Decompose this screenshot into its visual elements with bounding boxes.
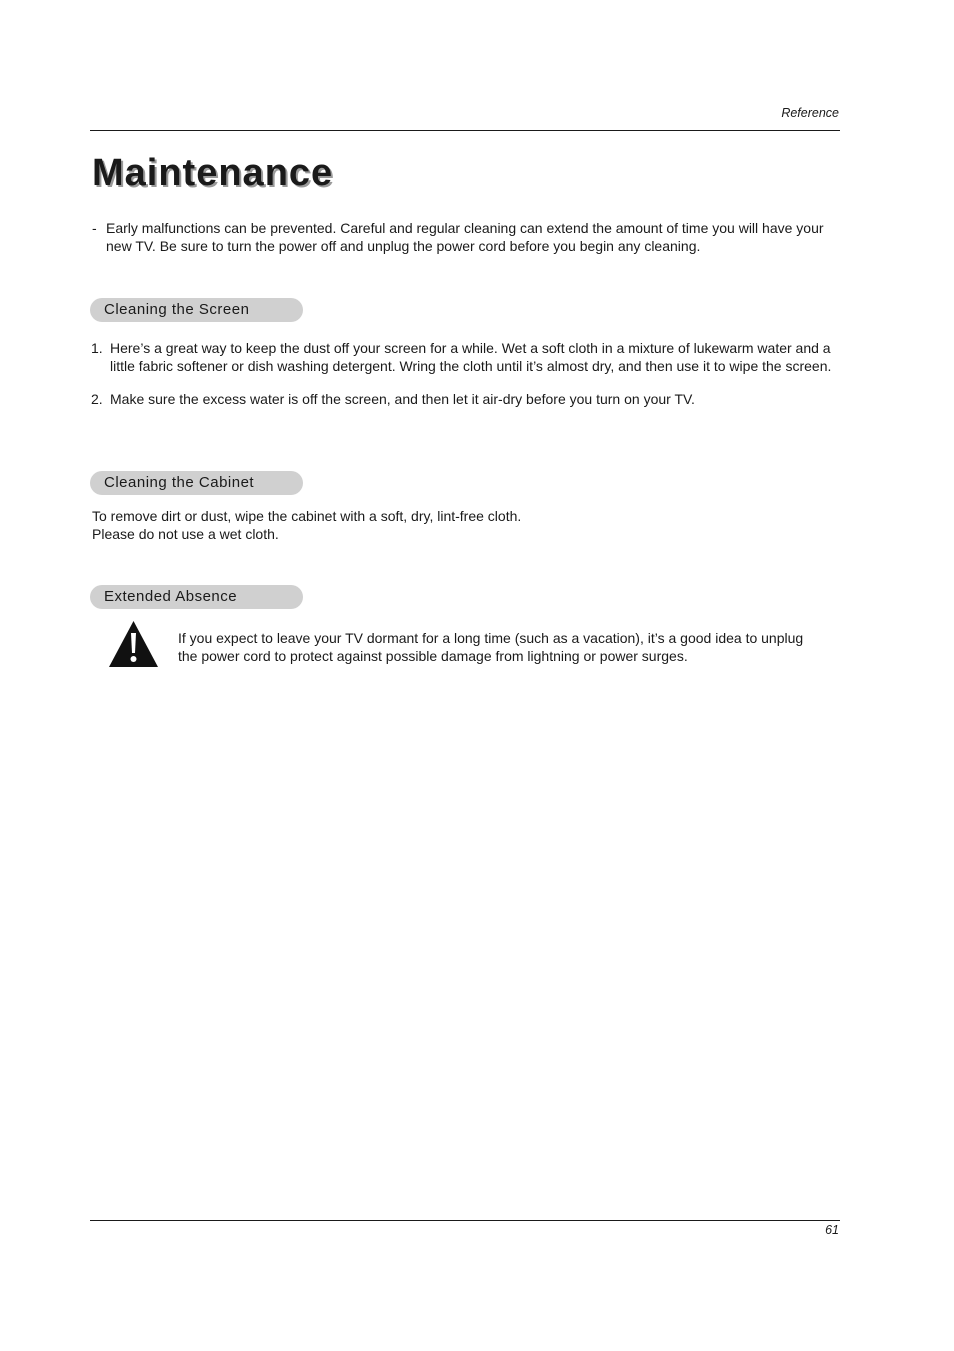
section-label: Reference [781, 106, 839, 120]
intro-bullet: - [92, 220, 97, 236]
intro-text: Early malfunctions can be prevented. Careful and regular cleaning can extend the amount of time you will have your new TV. Be sure to turn the power off and unplug the power cord before you begin any cleaning. [106, 220, 824, 254]
warning-triangle-icon [108, 620, 159, 668]
step-text: Make sure the excess water is off the screen, and then let it air-dry before you turn on your TV. [110, 391, 695, 407]
section-heading-cleaning-screen: Cleaning the Screen [90, 298, 303, 322]
screen-cleaning-steps [91, 340, 836, 425]
page-number: 61 [825, 1223, 839, 1237]
section-heading-cleaning-cabinet: Cleaning the Cabinet [90, 471, 303, 495]
step-number: 2. [91, 391, 103, 407]
header-rule [90, 130, 840, 131]
page-title: Maintenance [92, 152, 334, 194]
section-heading-extended-absence: Extended Absence [90, 585, 303, 609]
absence-paragraph: If you expect to leave your TV dormant for a long time (such as a vacation), it’s a good idea to unplug the power cord to protect against possible damage from lightning or power surges. [178, 630, 804, 664]
step-text: Here’s a great way to keep the dust off your screen for a while. Wet a soft cloth in a mixture of lukewarm water and a little fabric softener or dish washing detergent. Wring the cloth until it’s almost dry, and then use it to wipe the screen. [110, 340, 832, 374]
step-number: 1. [91, 340, 103, 356]
cabinet-line: To remove dirt or dust, wipe the cabinet with a soft, dry, lint-free cloth. [92, 508, 522, 524]
list-item [91, 340, 836, 375]
list-item [91, 391, 836, 409]
cabinet-line: Please do not use a wet cloth. [92, 525, 279, 542]
intro-paragraph [92, 220, 846, 255]
cabinet-paragraph [92, 508, 792, 543]
footer-rule [90, 1220, 840, 1221]
